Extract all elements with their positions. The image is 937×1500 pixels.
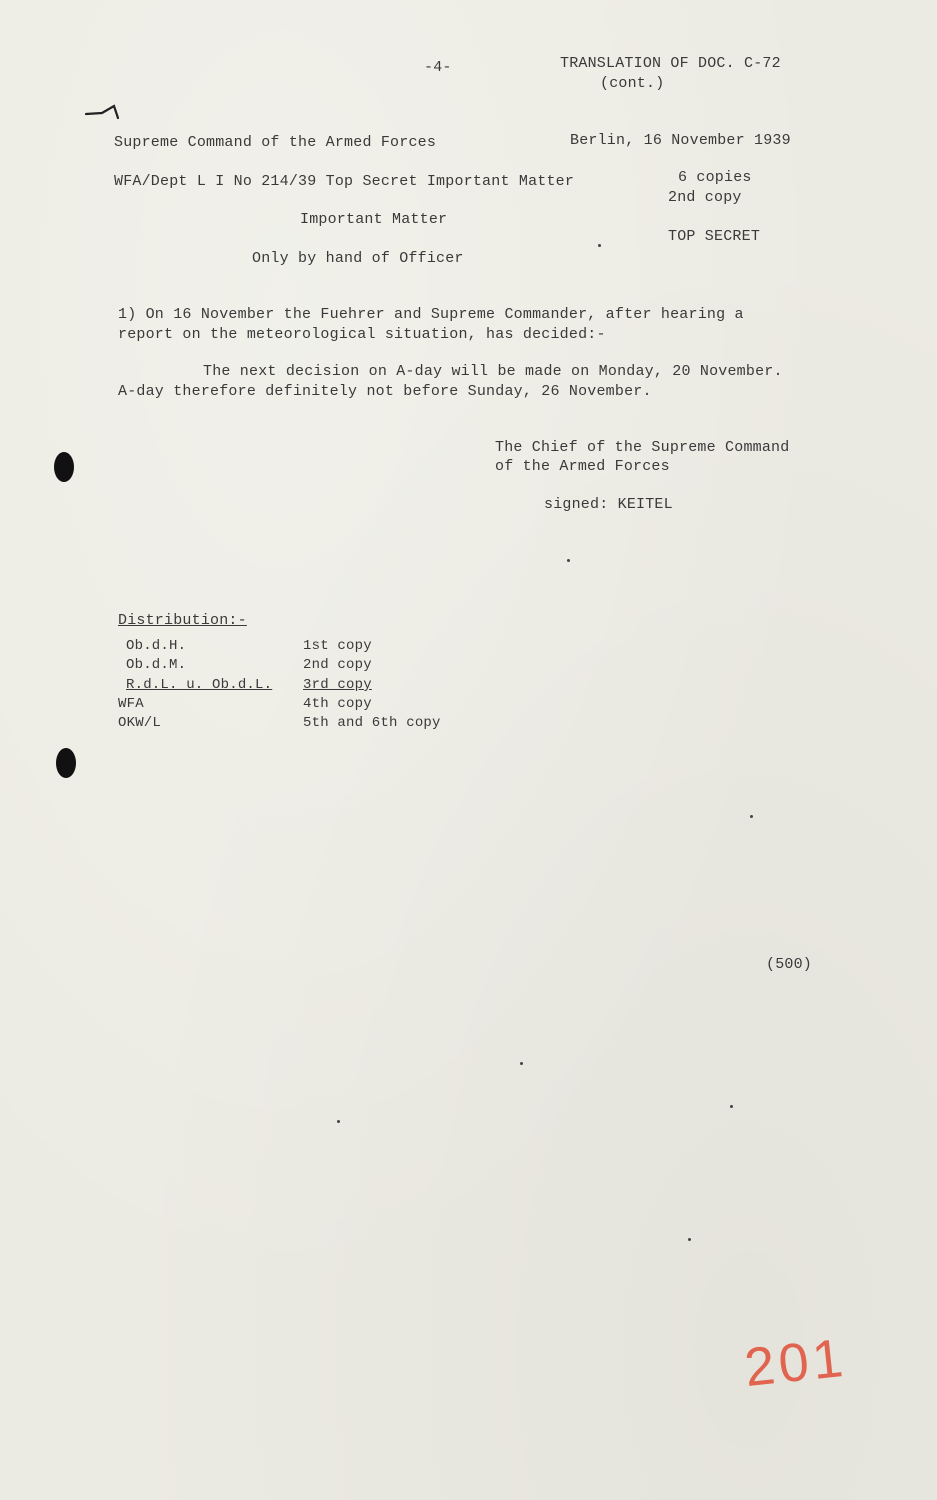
distribution-recipient: OKW/L	[118, 715, 162, 731]
sender-organization: Supreme Command of the Armed Forces	[114, 134, 437, 151]
place-date: Berlin, 16 November 1939	[570, 132, 791, 149]
distribution-recipient: Ob.d.H.	[126, 638, 187, 654]
pencil-mark-icon	[84, 100, 124, 122]
distribution-recipient: R.d.L. u. Ob.d.L.	[126, 677, 273, 693]
punch-hole-icon	[54, 452, 74, 482]
reference-number: WFA/Dept L I No 214/39 Top Secret Important Matter	[114, 173, 575, 190]
para1-line2: report on the meteorological situation, has decided:-	[118, 326, 606, 343]
para2-line1: The next decision on A-day will be made on Monday, 20 November.	[203, 363, 783, 380]
translation-title: TRANSLATION OF DOC. C-72	[560, 55, 781, 72]
distribution-copy: 1st copy	[303, 638, 372, 654]
punch-hole-icon	[56, 748, 76, 778]
classification-label: TOP SECRET	[668, 228, 761, 245]
speck-icon	[730, 1105, 733, 1108]
page-stamp-number: 201	[741, 1327, 850, 1398]
distribution-copy: 3rd copy	[303, 677, 372, 693]
para1-line1: 1) On 16 November the Fuehrer and Supreme Commander, after hearing a	[118, 306, 744, 323]
signature-title-line2: of the Armed Forces	[495, 458, 670, 475]
handling-instruction: Only by hand of Officer	[252, 250, 464, 267]
speck-icon	[520, 1062, 523, 1065]
page-number: -4-	[424, 59, 452, 76]
speck-icon	[337, 1120, 340, 1123]
distribution-copy: 4th copy	[303, 696, 372, 712]
distribution-recipient: Ob.d.M.	[126, 657, 187, 673]
signature-signed: signed: KEITEL	[544, 496, 673, 513]
print-run: (500)	[766, 956, 813, 973]
speck-icon	[688, 1238, 691, 1241]
signature-title-line1: The Chief of the Supreme Command	[495, 439, 790, 456]
distribution-recipient: WFA	[118, 696, 144, 712]
speck-icon	[750, 815, 753, 818]
para2-line2: A-day therefore definitely not before Sunday, 26 November.	[118, 383, 652, 400]
speck-icon	[567, 559, 570, 562]
translation-cont: (cont.)	[600, 75, 665, 92]
speck-icon	[598, 244, 601, 247]
importance-label: Important Matter	[300, 211, 448, 228]
distribution-heading: Distribution:-	[118, 612, 247, 629]
distribution-copy: 5th and 6th copy	[303, 715, 441, 731]
copy-number: 2nd copy	[668, 189, 742, 206]
copies-count: 6 copies	[678, 169, 752, 186]
distribution-copy: 2nd copy	[303, 657, 372, 673]
